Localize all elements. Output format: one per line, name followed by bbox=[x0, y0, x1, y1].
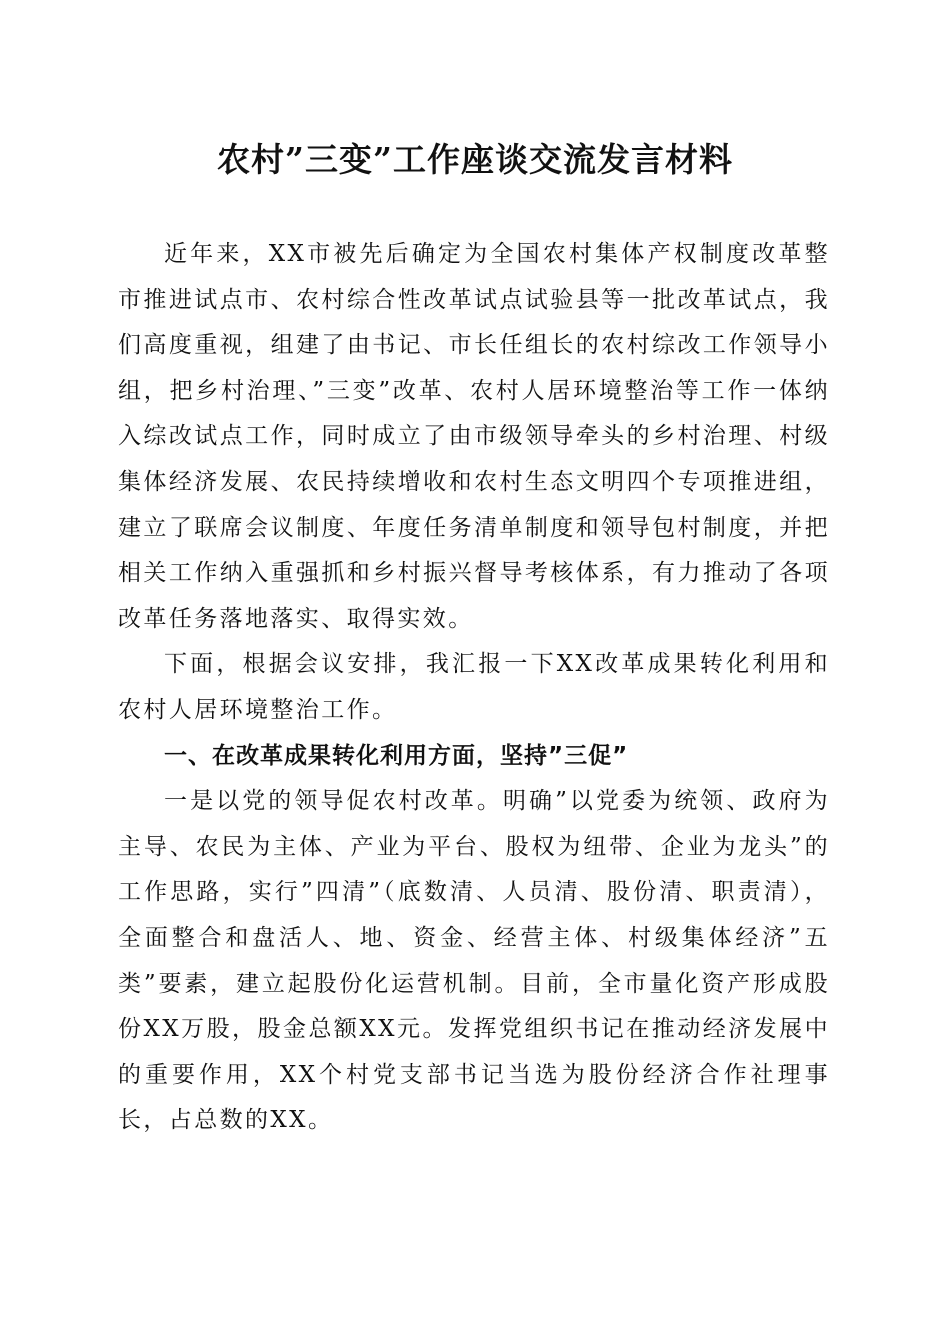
section-paragraph: 一是以党的领导促农村改革。明确”以党委为统领、政府为主导、农民为主体、产业为平台、股权为纽带、企业为龙头”的工作思路，实行”四清”（底数清、人员清、股份清、职责清），全面整合和盘活人、地、资金、经营主体、村级集体经济”五类”要素，建立起股份化运营机制。目前，全市量化资产形成股份XX万股，股金总额XX元。发挥党组织书记在推动经济发展中的重要作用，XX个村党支部书记当选为股份经济合作社理事长，占总数的XX。 bbox=[118, 788, 830, 1134]
document-body bbox=[118, 232, 830, 1144]
document-title: 农村”三变”工作座谈交流发言材料 bbox=[217, 140, 733, 179]
report-paragraph: 下面，根据会议安排，我汇报一下XX改革成果转化利用和农村人居环境整治工作。 bbox=[118, 651, 830, 723]
intro-paragraph: 近年来，XX市被先后确定为全国农村集体产权制度改革整市推进试点市、农村综合性改革试点试验县等一批改革试点，我们高度重视，组建了由书记、市长任组长的农村综改工作领导小组，把乡村治理、”三变”改革、农村人居环境整治等工作一体纳入综改试点工作，同时成立了由市级领导牵头的乡村治理、村级集体经济发展、农民持续增收和农村生态文明四个专项推进组，建立了联席会议制度、年度任务清单制度和领导包村制度，并把相关工作纳入重强抓和乡村振兴督导考核体系，有力推动了各项改革任务落地落实、取得实效。 bbox=[118, 241, 830, 632]
section-heading: 一、在改革成果转化利用方面，坚持”三促” bbox=[164, 742, 629, 769]
